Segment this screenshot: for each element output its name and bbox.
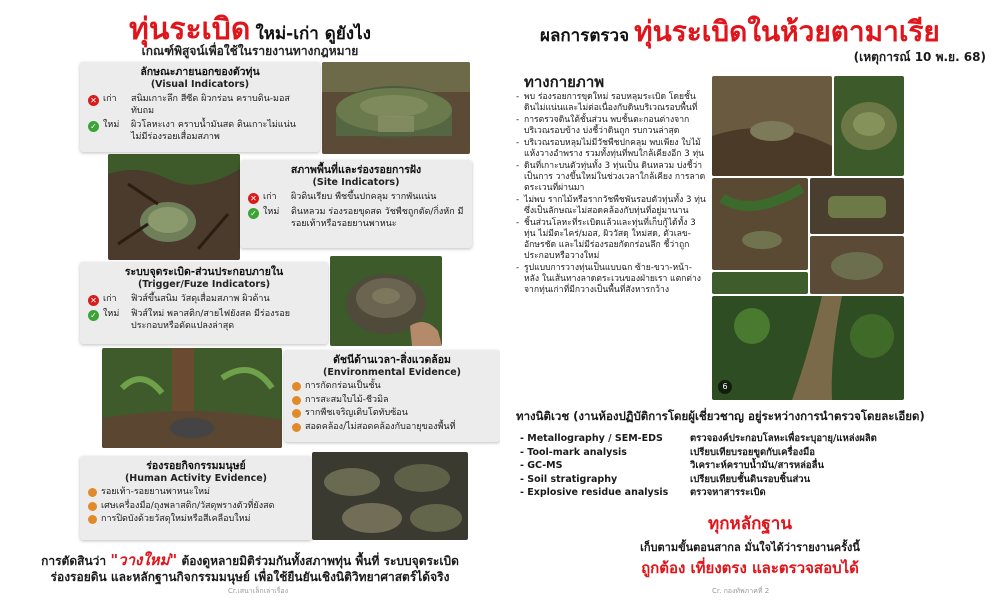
x-circle-icon: ✕ [88,95,99,106]
site-indicators-card [240,160,472,248]
table-row: - Metallography / SEM-EDS ตรวจองค์ประกอบโลหะเพื่อระบุอายุ/แหล่งผลิต [520,433,877,444]
visual-new-row: ✓ ใหม่ ผิวโลหะเงา คราบน้ำมันสด ดินเกาะไม่แน่น ไม่มีร่องรอยเสื่อมสภาพ [88,120,312,143]
check-circle-icon: ✓ [88,310,99,321]
left-conclusion-line2: ร่องรอยดิน และหลักฐานกิจกรรมมนุษย์ เพื่อใช้ยืนยันเชิงนิติวิทยาศาสตร์ได้จริง [50,570,450,584]
environmental-evidence-card [284,350,500,442]
human-item: เศษเครื่องมือ/ถุงพลาสติก/วัสดุพรางตัวที่ยังสด [88,501,304,513]
list-item: - ชิ้นส่วนโลหะที่ระเบิดแล้วและทุ่นที่เก็บกู้ได้ทั้ง 3 ทุ่น ไม่มีตะไคร่/มอส, ผิววัสดุ ใหม่สด, ตัวเลข-อักษรชัด และไม่มีร่องรอยกัดกร่อนลึก ชี้ว่าถูก ประกอบหรือวางใหม่ [516,218,706,262]
trigger-title: ระบบจุดระเบิด-ส่วนประกอบภายใน [124,266,284,278]
orange-dot-icon [88,488,97,497]
recovered-mines-photo [312,452,468,540]
x-circle-icon: ✕ [248,193,259,204]
evidence-line3: ถูกต้อง เที่ยงตรง และตรวจสอบได้ [641,559,859,577]
list-item: - ดินที่เกาะบนตัวทุ่นทั้ง 3 ทุ่นเป็น ดินหลวม บ่งชี้ว่าเป็นการ วางขึ้นใหม่ในช่วงเวลาใกล้เคียง การลาดตระเวนที่ผ่านมา [516,161,706,194]
human-item: รอยเท้า-รอยยานพาหนะใหม่ [88,487,304,499]
human-item: การปิดบังด้วยวัสดุใหม่หรือสีเคลือบใหม่ [88,514,304,526]
site-photo-strip [712,272,808,294]
check-circle-icon: ✓ [248,208,259,219]
human-title: ร่องรอยกิจกรรมมนุษย์ [146,460,246,472]
right-infographic [500,0,1000,600]
left-subtitle: เกณฑ์พิสูจน์เพื่อใช้ในรายงานทางกฎหมาย [141,44,359,58]
env-item: สอดคล้อง/ไม่สอดคล้องกับอายุของพื้นที่ [292,422,492,434]
physical-findings-list [516,92,706,297]
env-item: รากพืชเจริญเติบโตทับซ้อน [292,408,492,420]
buried-mine-photo [108,154,240,260]
patrol-trail-photo [712,296,904,400]
incident-date: (เหตุการณ์ 10 พ.ย. 68) [853,50,986,64]
mine-closeup-photo [834,76,904,176]
orange-dot-icon [292,423,301,432]
right-credit: Cr. กองทัพภาคที่ 2 [712,587,770,595]
list-item: - บริเวณรอบหลุมไม่มีวัชพืชปกคลุม พบเพียง ใบไม้แห้งวางอำพราง รวมทั้งทุ่นที่พบใกล้เคียงอีก 3 ทุ่น [516,138,706,160]
right-title: ผลการตรวจ ทุ่นระเบิดในห้วยตามาเรีย [540,15,940,48]
list-item: - การตรวจดินใต้ชั้นส่วน พบชั้นตะกอนต่างจากบริเวณรอบข้าง บ่งชี้ว่าดินถูก รบกวนล่าสุด [516,115,706,137]
old-mine-photo [322,62,470,154]
tree-roots-photo [102,348,282,448]
forensic-methods-table [520,432,910,500]
env-item: การสะสมใบไม้-ชีวมิล [292,395,492,407]
orange-dot-icon [88,515,97,524]
trigger-subtitle: (Trigger/Fuze Indicators) [137,279,271,290]
env-item: การกัดกร่อนเป็นชั้น [292,381,492,393]
site-photo-1 [712,76,832,176]
list-item: - รูปแบบการวางทุ่นเป็นแบบฉก ซ้าย-ขวา-หน้า-หลัง ในเส้นทางลาดตระเวนของฝ่ายเรา แตกต่างจากทุ่นเก่าที่มีกวางเป็นพื้นที่สังหารกว้าง [516,263,706,296]
left-conclusion: การตัดสินว่า "วางใหม่" ต้องดูหลายมิติร่วมกันทั้งสภาพทุ่น พื้นที่ ระบบจุดระเบิด [41,551,459,569]
env-subtitle: (Environmental Evidence) [322,367,461,378]
photo-number-badge: 6 [718,380,732,394]
trigger-indicators-card [80,262,328,344]
table-row: - Explosive residue analysis ตรวจหาสารระเบิด [520,487,766,498]
list-item: - พบ ร่องรอยการขุดใหม่ รอบหลุมระเบิด โดยชั้นดินไม่แน่นและไม่ต่อเนื่องกับดินบริเวณรอบพื้นที่ [516,92,706,114]
table-row: - Soil stratigraphy เปรียบเทียบชั้นดินรอบชิ้นส่วน [520,473,811,485]
site-old-row: ✕ เก่า ผิวดินเรียบ พืชขึ้นปกคลุม รากพันแน่น [248,192,464,204]
evidence-heading: ทุกหลักฐาน [708,514,792,534]
check-circle-icon: ✓ [88,121,99,132]
forensic-heading: ทางนิติเวช (งานห้องปฏิบัติการโดยผู้เชี่ยวชาญ อยู่ระหว่างการนำตรวจโดยละเอียด) [516,409,925,423]
mine-photo-3 [810,236,904,294]
trigger-old-row: ✕ เก่า ฟิวส์ขึ้นสนิม วัสดุเสื่อมสภาพ ผิวด้าน [88,294,320,306]
x-circle-icon: ✕ [88,295,99,306]
orange-dot-icon [292,409,301,418]
left-credit: Cr.เสนาเล็กเล่าเรื่อง [228,587,289,595]
left-title: ทุ่นระเบิด ใหม่-เก่า ดูยังไง [129,12,371,47]
site-photo-2 [712,178,808,270]
physical-heading: ทางกายภาพ [524,73,605,91]
handheld-mine-photo [330,256,442,346]
visual-old-row: ✕ เก่า สนิมเกาะลึก สีซีด ผิวกร่อน คราบดิน-มอสทับถม [88,94,312,117]
visual-title: ลักษณะภายนอกของตัวทุ่น [140,66,260,78]
table-row: - GC-MS วิเคราะห์คราบน้ำมัน/สารหล่อลื่น [520,460,824,471]
mine-photo-2 [810,178,904,234]
list-item: - ไม่พบ รากไม้หรือรากวัชพืชพันรอบตัวทุ่นทั้ง 3 ทุ่น ซึ่งเป็นลักษณะไม่สอดคล้องกับทุ่นที่อยู่มานาน [516,195,706,217]
site-new-row: ✓ ใหม่ ดินหลวม ร่องรอยขุดสด วัชพืชถูกตัด/กิ่งหัก มีรอยเท้าหรือรอยยานพาหนะ [248,207,464,230]
evidence-line2: เก็บตามขั้นตอนสากล มั่นใจได้ว่ารายงานครั้งนี้ [640,541,860,554]
orange-dot-icon [292,396,301,405]
orange-dot-icon [88,502,97,511]
env-title: ดัชนีด้านเวลา-สิ่งแวดล้อม [333,354,451,366]
site-title: สภาพพื้นที่และร่องรอยการฝัง [290,164,422,176]
visual-subtitle: (Visual Indicators) [150,79,250,90]
human-subtitle: (Human Activity Evidence) [124,473,268,484]
site-subtitle: (Site Indicators) [312,177,400,188]
orange-dot-icon [292,382,301,391]
human-activity-card [80,456,312,540]
table-row: - Tool-mark analysis เปรียบเทียบรอยขูดกับเครื่องมือ [520,446,815,458]
trigger-new-row: ✓ ใหม่ ฟิวส์ใหม่ พลาสติก/สายไฟยังสด มีร่องรอยประกอบหรือดัดแปลงล่าสุด [88,309,320,332]
visual-indicators-card [80,62,320,152]
